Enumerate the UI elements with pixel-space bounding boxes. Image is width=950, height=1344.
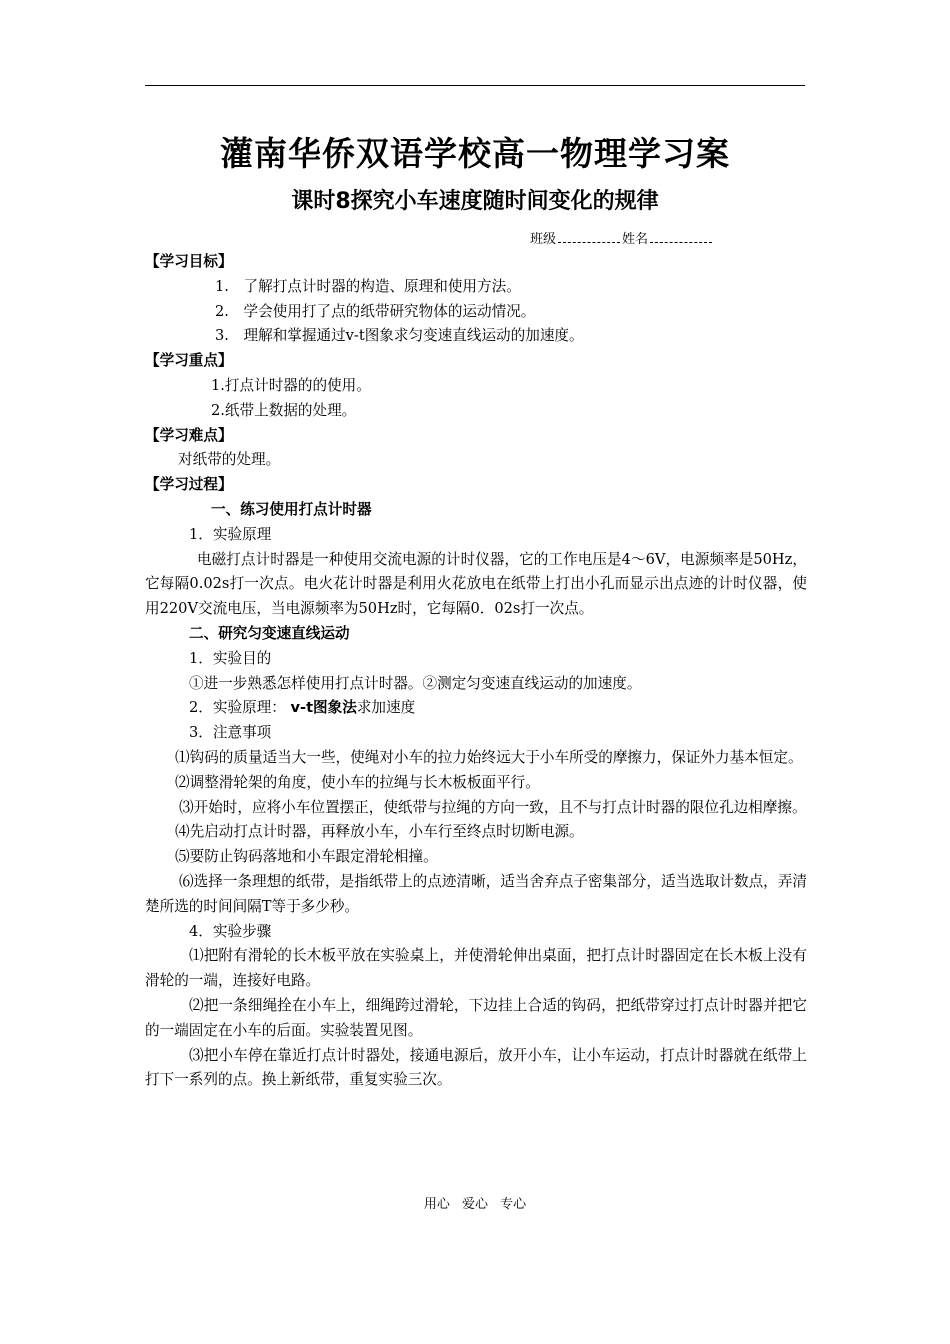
note-item: ⑸要防止钩码落地和小车跟定滑轮相撞。 xyxy=(175,848,438,866)
lesson-subtitle: 课时8探究小车速度随时间变化的规律 xyxy=(291,189,659,214)
page-footer: 用心 爱心 专心 xyxy=(423,1197,527,1212)
key-point-item: 1.打点计时器的的使用。 xyxy=(211,376,371,394)
section2-purpose: ①进一步熟悉怎样使用打点计时器。②测定匀变速直线运动的加速度。 xyxy=(189,674,642,692)
step-item: ⑵把一条细绳拴在小车上，细绳跨过滑轮，下边挂上合适的钩码，把纸带穿过打点计时器并把它的一端固定在小车的后面。实验装置见图。 xyxy=(145,996,807,1039)
section2-sub1: 1．实验目的 xyxy=(189,649,272,667)
section1-paragraph: 电磁打点计时器是一种使用交流电源的计时仪器，它的工作电压是4～6V，电源频率是50Hz，它每隔0.02s打一次点。电火花计时器是利用火花放电在纸带上打出小孔而显示出点迹的计时仪器，使用220V交流电压，当电源频率为50Hz时，它每隔0．02s打一次点。 xyxy=(145,550,807,618)
step-item: ⑴把附有滑轮的长木板平放在实验桌上，并使滑轮伸出桌面，把打点计时器固定在长木板上没有滑轮的一端，连接好电路。 xyxy=(145,947,807,990)
section2-sub3: 3．注意事项 xyxy=(189,724,272,742)
difficulty-heading: 【学习难点】 xyxy=(145,426,233,444)
goal-item: 2. 学会使用打了点的纸带研究物体的运动情况。 xyxy=(215,302,536,320)
goals-heading: 【学习目标】 xyxy=(145,253,233,270)
section2-sub4: 4．实验步骤 xyxy=(189,922,272,940)
process-heading: 【学习过程】 xyxy=(145,476,233,494)
step-item: ⑶把小车停在靠近打点计时器处，接通电源后，放开小车，让小车运动，打点计时器就在纸带上打下一系列的点。换上新纸带，重复实验三次。 xyxy=(145,1046,807,1089)
note-item: ⑵调整滑轮架的角度，使小车的拉绳与长木板板面平行。 xyxy=(175,773,540,791)
class-name-line xyxy=(530,228,714,247)
name-label: 姓名 xyxy=(622,232,649,247)
page-title: 灌南华侨双语学校高一物理学习案 xyxy=(220,134,730,173)
section1-title: 一、练习使用打点计时器 xyxy=(211,500,372,518)
document-body xyxy=(145,250,807,1093)
sub2-prefix: 2．实验原理： xyxy=(189,699,286,717)
sub2-suffix: 求加速度 xyxy=(356,699,416,717)
goal-item: 3. 理解和掌握通过v-t图象求匀变速直线运动的加速度。 xyxy=(215,327,584,345)
note-item: ⑹选择一条理想的纸带，是指纸带上的点迹清晰，适当舍弃点子密集部分，适当选取计数点，弄清楚所选的时间间隔T等于多少秒。 xyxy=(145,872,807,915)
note-item: ⑷先启动打点计时器，再释放小车，小车行至终点时切断电源。 xyxy=(175,823,584,841)
key-points-heading: 【学习重点】 xyxy=(145,352,233,370)
section2-title: 二、研究匀变速直线运动 xyxy=(189,624,350,642)
name-blank[interactable] xyxy=(650,242,712,243)
note-item: ⑶开始时，应将小车位置摆正，使纸带与拉绳的方向一致，且不与打点计时器的限位孔边相摩擦。 xyxy=(179,798,807,816)
class-label: 班级 xyxy=(530,232,557,247)
goal-item: 1. 了解打点计时器的构造、原理和使用方法。 xyxy=(215,277,521,295)
note-item: ⑴钩码的质量适当大一些，使绳对小车的拉力始终远大于小车所受的摩擦力，保证外力基本恒定。 xyxy=(175,748,803,766)
class-blank[interactable] xyxy=(558,242,620,243)
section1-sub1: 1．实验原理 xyxy=(189,525,272,543)
header-rule xyxy=(145,85,805,86)
key-point-item: 2.纸带上数据的处理。 xyxy=(211,401,357,419)
sub2-bold: v-t图象法 xyxy=(290,699,357,717)
section2-sub2 xyxy=(145,696,807,721)
difficulty-text: 对纸带的处理。 xyxy=(178,451,281,469)
